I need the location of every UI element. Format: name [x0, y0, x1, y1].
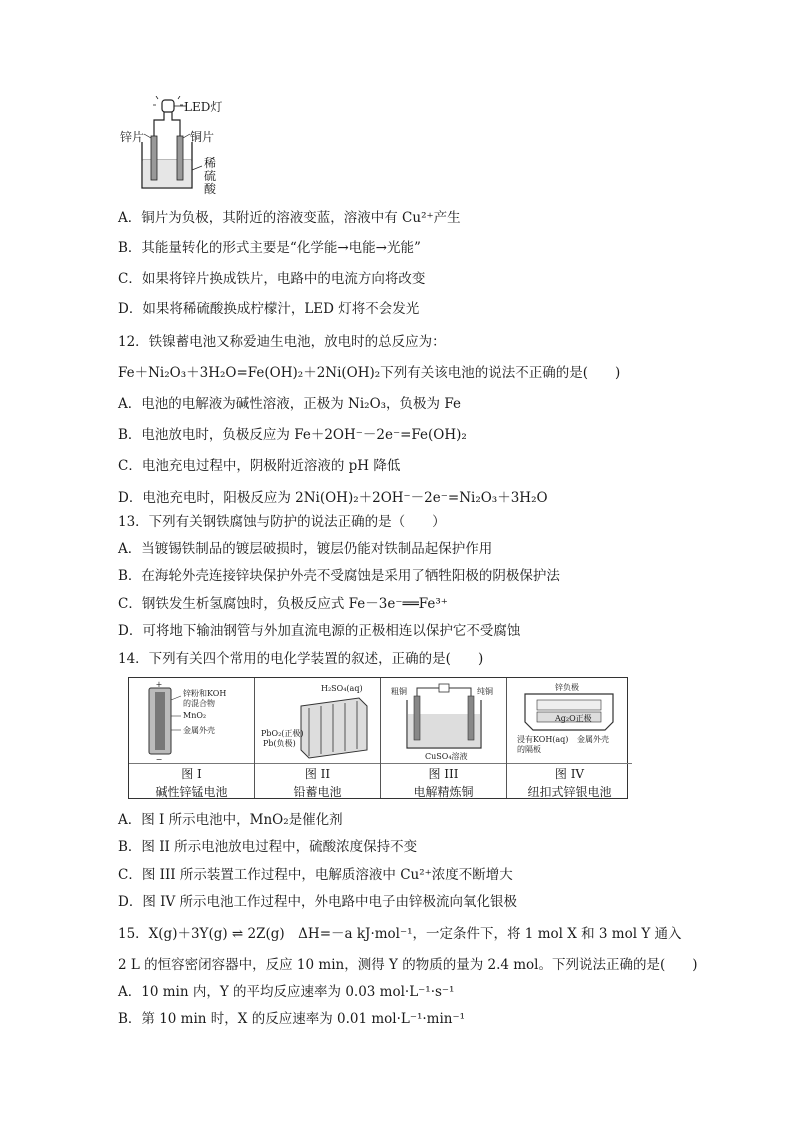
- fig4-label-1: Ag₂O正极: [555, 714, 592, 723]
- fig4-label-2: 浸有KOH(aq): [517, 735, 569, 744]
- q13-option-c: C．钢铁发生析氢腐蚀时，负极反应式 Fe－3e⁻══Fe³⁺: [118, 596, 448, 612]
- fig1-caption: 碱性锌锰电池: [155, 785, 228, 799]
- alkaline-zinc-manganese-battery-diagram: [129, 678, 254, 764]
- q13-option-a: A．当镀锡铁制品的镀层破损时，镀层仍能对铁制品起保护作用: [118, 541, 493, 557]
- q12-stem-1: 12．铁镍蓄电池又称爱迪生电池，放电时的总反应为：: [118, 334, 446, 350]
- fig1-label-1: 的混合物: [183, 699, 215, 708]
- fig4-caption: 纽扣式锌银电池: [527, 785, 612, 799]
- q14-option-b: B．图 II 所示电池放电过程中，硫酸浓度保持不变: [118, 839, 418, 855]
- fig2-caption: 铅蓄电池: [293, 785, 342, 799]
- q12-stem-2: Fe＋Ni₂O₃＋3H₂O=Fe(OH)₂＋2Ni(OH)₂下列有关该电池的说法不正确的是( ): [118, 365, 621, 381]
- fig2-label-1: PbO₂(正极): [261, 729, 304, 738]
- q12-option-d: D．电池充电时，阳极反应为 2Ni(OH)₂＋2OH⁻－2e⁻=Ni₂O₃＋3H₂O: [118, 490, 548, 506]
- q12-option-b: B．电池放电时，负极反应为 Fe＋2OH⁻－2e⁻=Fe(OH)₂: [118, 427, 467, 443]
- fig4-label-0: 锌负极: [555, 683, 579, 692]
- fig1-label-0: 锌粉和KOH: [183, 689, 227, 698]
- acid-label-1: 稀: [204, 156, 217, 170]
- q14-option-a: A．图 I 所示电池中，MnO₂是催化剂: [118, 812, 343, 828]
- q11-option-a: A．铜片为负极，其附近的溶液变蓝，溶液中有 Cu²⁺产生: [118, 210, 461, 226]
- figure-cell-1: [129, 678, 255, 798]
- fig2-name: 图 II: [304, 767, 331, 781]
- q15-stem-1: 15．X(g)＋3Y(g) ⇌ 2Z(g) ΔH=－a kJ·mol⁻¹，一定条件下，将 1 mol X 和 3 mol Y 通入: [118, 926, 682, 942]
- button-zinc-silver-battery-diagram: [507, 678, 632, 764]
- fig3-label-1: 纯铜: [477, 687, 493, 696]
- fig3-label-2: CuSO₄溶液: [425, 752, 468, 761]
- lead-acid-battery-diagram: [255, 678, 380, 764]
- fig4-label-3: 的隔板: [517, 745, 541, 754]
- acid-label-3: 酸: [204, 182, 217, 196]
- fig1-label-3: 金属外壳: [183, 726, 215, 735]
- fig2-label-0: H₂SO₄(aq): [321, 684, 363, 693]
- zinc-label: 锌片: [120, 130, 145, 144]
- electrochemical-devices-figure: [128, 677, 628, 799]
- galvanic-cell-diagram: [118, 96, 248, 196]
- q12-option-a: A．电池的电解液为碱性溶液，正极为 Ni₂O₃，负极为 Fe: [118, 396, 461, 412]
- svg-text:+: +: [155, 680, 163, 689]
- q15-option-b: B．第 10 min 时，X 的反应速率为 0.01 mol·L⁻¹·min⁻¹: [118, 1011, 466, 1027]
- fig3-label-0: 粗铜: [391, 687, 407, 696]
- q13-option-d: D．可将地下输油钢管与外加直流电源的正极相连以保护它不受腐蚀: [118, 623, 521, 639]
- q15-stem-2: 2 L 的恒容密闭容器中，反应 10 min，测得 Y 的物质的量为 2.4 mol。下列说法正确的是( ): [118, 957, 698, 973]
- fig1-name: 图 I: [181, 767, 202, 781]
- fig4-label-4: 金属外壳: [577, 735, 609, 744]
- galvanic-cell-figure: [118, 96, 228, 196]
- copper-label: 铜片: [190, 130, 215, 144]
- q11-option-c: C．如果将锌片换成铁片，电路中的电流方向将改变: [118, 271, 426, 287]
- q14-option-d: D．图 IV 所示电池工作过程中，外电路中电子由锌极流向氧化银极: [118, 894, 517, 910]
- figure-cell-2: [255, 678, 381, 798]
- fig1-label-2: MnO₂: [183, 711, 207, 720]
- fig4-name: 图 IV: [554, 767, 585, 781]
- figure-cell-3: [381, 678, 507, 798]
- q13-stem: 13．下列有关钢铁腐蚀与防护的说法正确的是（ ）: [118, 514, 446, 530]
- figure-cell-4: [507, 678, 632, 798]
- q11-option-d: D．如果将稀硫酸换成柠檬汁，LED 灯将不会发光: [118, 301, 420, 317]
- q14-option-c: C．图 III 所示装置工作过程中，电解质溶液中 Cu²⁺浓度不断增大: [118, 867, 513, 883]
- fig3-name: 图 III: [428, 767, 459, 781]
- q12-option-c: C．电池充电过程中，阴极附近溶液的 pH 降低: [118, 458, 401, 474]
- svg-text:−: −: [155, 755, 163, 763]
- q14-stem: 14．下列有关四个常用的电化学装置的叙述，正确的是( ): [118, 651, 484, 667]
- q11-option-b: B．其能量转化的形式主要是“化学能→电能→光能”: [118, 240, 421, 256]
- q13-option-b: B．在海轮外壳连接锌块保护外壳不受腐蚀是采用了牺牲阳极的阴极保护法: [118, 568, 560, 584]
- copper-electrorefining-diagram: [381, 678, 506, 764]
- led-label: LED灯: [184, 100, 223, 114]
- acid-label-2: 硫: [204, 169, 217, 183]
- fig2-label-2: Pb(负极): [263, 739, 296, 748]
- q15-option-a: A．10 min 内，Y 的平均反应速率为 0.03 mol·L⁻¹·s⁻¹: [118, 984, 455, 1000]
- fig3-caption: 电解精炼铜: [413, 785, 474, 799]
